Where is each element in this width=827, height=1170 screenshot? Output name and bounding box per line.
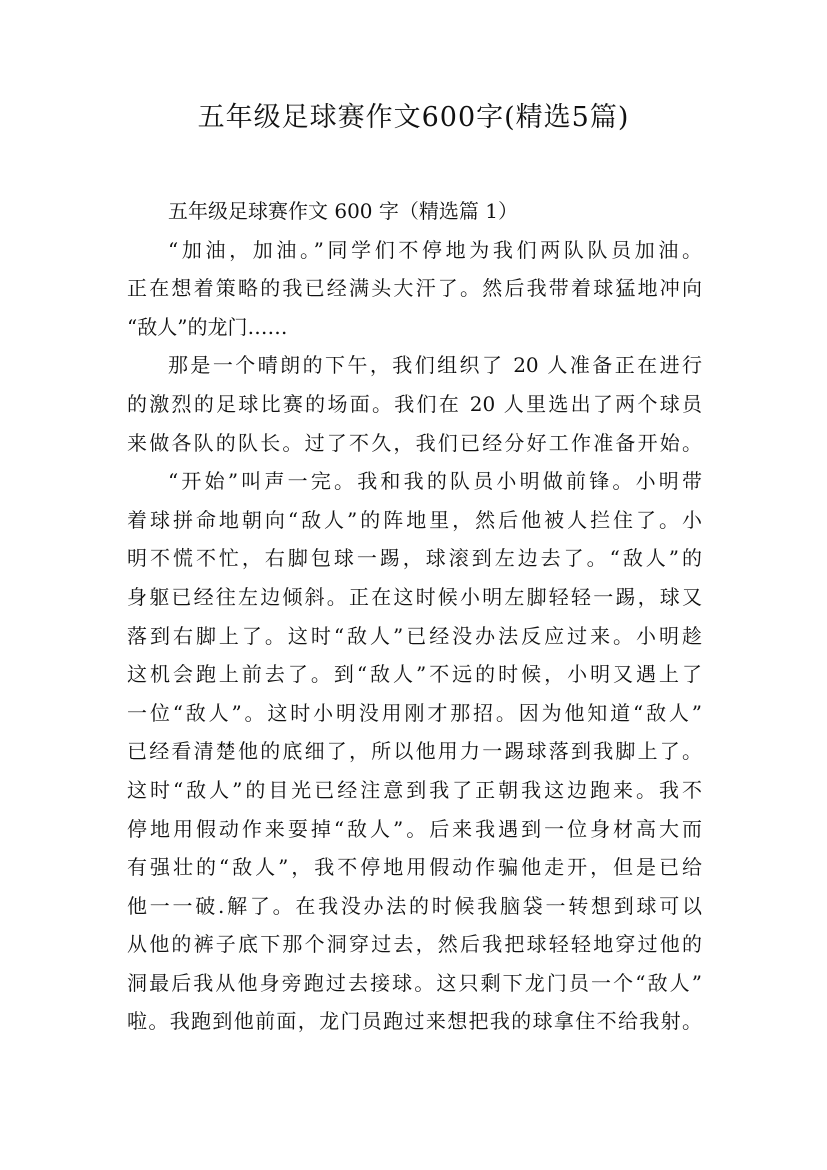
paragraph-line: 从他的裤子底下那个洞穿过去，然后我把球轻轻地穿过他的	[127, 932, 702, 957]
paragraph-line: 有强壮的“敌人”，我不停地用假动作骗他走开，但是已给	[127, 855, 702, 880]
paragraph-line: 正在想着策略的我已经满头大汗了。然后我带着球猛地冲向	[127, 276, 702, 301]
paragraph-line: “开始”叫声一完。我和我的队员小明做前锋。小明带	[168, 469, 702, 494]
paragraph-line: 他一一破.解了。在我没办法的时候我脑袋一转想到球可以	[127, 893, 702, 918]
paragraph-line: “加油，加油。”同学们不停地为我们两队队员加油。	[168, 237, 702, 262]
paragraph-line: 啦。我跑到他前面，龙门员跑过来想把我的球拿住不给我射。	[127, 1009, 702, 1034]
paragraph-line: 洞最后我从他身旁跑过去接球。这只剩下龙门员一个“敌人”	[127, 970, 702, 995]
paragraph-line: 这机会跑上前去了。到“敌人”不远的时候，小明又遇上了	[127, 662, 702, 687]
paragraph-line: 这时“敌人”的目光已经注意到我了正朝我这边跑来。我不	[127, 777, 702, 802]
paragraph-line: 身躯已经往左边倾斜。正在这时候小明左脚轻轻一踢，球又	[127, 584, 702, 609]
paragraph-line: 着球拼命地朝向“敌人”的阵地里，然后他被人拦住了。小	[127, 507, 702, 532]
paragraph-line: 的激烈的足球比赛的场面。我们在 20 人里选出了两个球员	[127, 391, 702, 416]
paragraph-line: 明不慌不忙，右脚包球一踢，球滚到左边去了。“敌人”的	[127, 546, 702, 571]
paragraph-line: 落到右脚上了。这时“敌人”已经没办法反应过来。小明趁	[127, 623, 702, 648]
paragraph-line: “敌人”的龙门……	[127, 314, 288, 339]
paragraph-line: 停地用假动作来耍掉“敌人”。后来我遇到一位身材高大而	[127, 816, 702, 841]
section-heading: 五年级足球赛作文 600 字（精选篇 1）	[168, 199, 518, 223]
paragraph-line: 那是一个晴朗的下午，我们组织了 20 人准备正在进行	[168, 353, 702, 378]
document-title: 五年级足球赛作文600字(精选5篇)	[197, 102, 630, 133]
document-body	[127, 192, 702, 1041]
paragraph-line: 来做各队的队长。过了不久，我们已经分好工作准备开始。	[127, 430, 702, 455]
paragraph-line: 一位“敌人”。这时小明没用刚才那招。因为他知道“敌人”	[127, 700, 702, 725]
paragraph-line: 已经看清楚他的底细了，所以他用力一踢球落到我脚上了。	[127, 739, 702, 764]
